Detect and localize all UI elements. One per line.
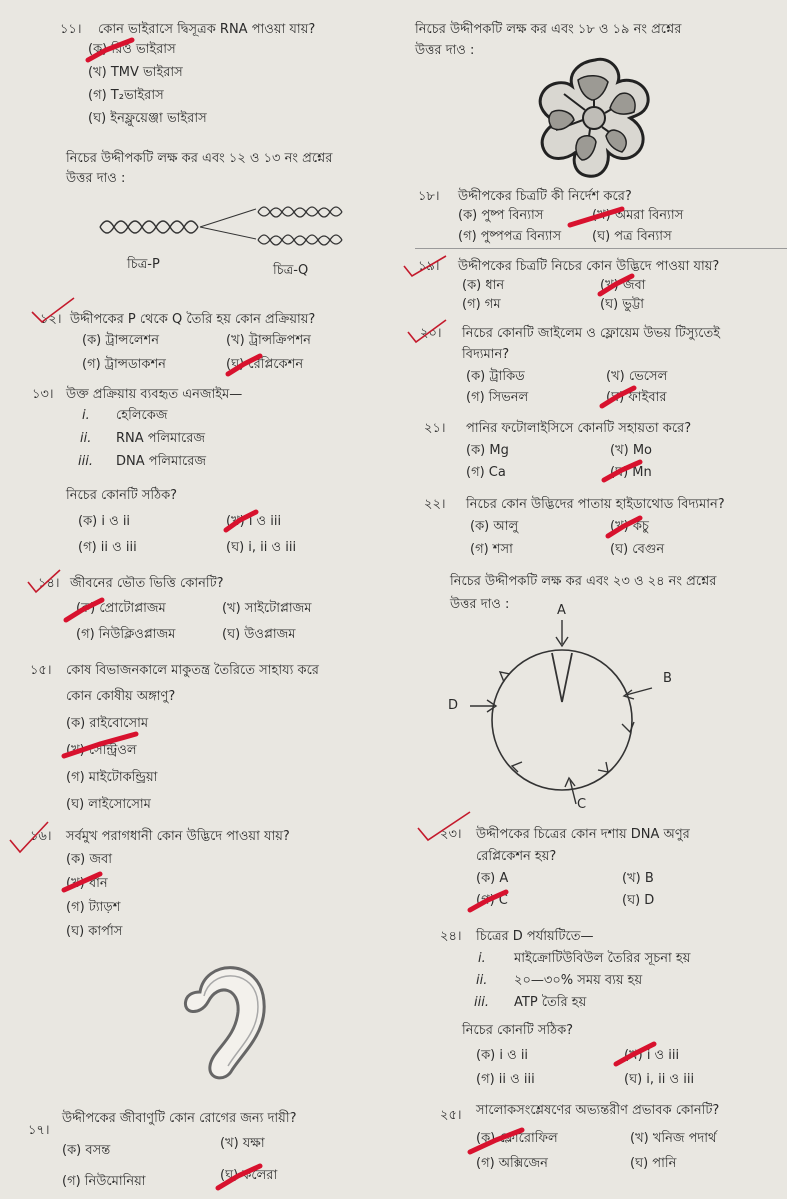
tick-mark-q19 [400,254,450,280]
q24-number: ২৪। [440,929,462,944]
stem-18-19-line1: নিচের উদ্দীপকটি লক্ষ কর এবং ১৮ ও ১৯ নং প্রশ্নের [415,22,682,37]
q16-option-a: (ক) জবা [66,852,113,867]
answer-highlight-q14 [62,594,108,624]
q19-option-c: (গ) গম [462,297,501,312]
q22-option-d: (ঘ) বেগুন [610,542,665,557]
q16-number: ১৬। [30,829,52,844]
q14-number: ১৪। [38,576,60,591]
q23-option-b: (খ) B [622,871,654,886]
q17-option-c: (গ) নিউমোনিয়া [62,1174,146,1189]
answer-highlight-q16 [60,868,104,894]
q14-question: জীবনের ভৌত ভিত্তি কোনটি? [70,576,224,591]
q19-option-d: (ঘ) ভুট্টা [600,297,644,312]
q18-question: উদ্দীপকের চিত্রটি কী নির্দেশ করে? [458,189,632,204]
q22-option-c: (গ) শসা [470,542,513,557]
q23-question-line2: রেপ্লিকেশন হয়? [476,849,557,864]
q18-number: ১৮। [418,189,440,204]
q11-option-a: (ক) রিও ভাইরাস [88,42,176,57]
q15-option-c: (গ) মাইটোকন্ড্রিয়া [66,770,158,785]
q24-item3-text: ATP তৈরি হয় [514,995,587,1010]
q22-option-a: (ক) আলু [470,519,519,534]
figure-q-strand-bottom [258,230,348,250]
q19-question: উদ্দীপকের চিত্রটি নিচের কোন উদ্ভিদে পাওয়া যায়? [458,259,720,274]
q24-option-c: (গ) ii ও iii [476,1072,535,1087]
q22-question: নিচের কোন উদ্ভিদের পাতায় হাইডাথোড বিদ্যমান? [466,497,725,512]
q22-number: ২২। [424,497,446,512]
q14-option-c: (গ) নিউক্লিওপ্লাজম [76,627,176,642]
stem-12-13-line1: নিচের উদ্দীপকটি লক্ষ কর এবং ১২ ও ১৩ নং প্রশ্নের [66,151,333,166]
q20-option-b: (খ) ভেসেল [606,369,668,384]
q20-question-line2: বিদ্যমান? [462,347,510,362]
q14-option-b: (খ) সাইটোপ্লাজম [222,601,312,616]
q16-question: সর্বমুখ পরাগধানী কোন উদ্ভিদে পাওয়া যায়? [66,829,290,844]
cycle-label-d: D [448,698,459,713]
answer-highlight-q22 [604,514,644,540]
q16-option-b: (খ) ধান [66,876,108,891]
q21-option-c: (গ) Ca [466,465,506,480]
q13-number: ১৩। [32,387,54,402]
q11-option-b: (খ) TMV ভাইরাস [88,65,183,80]
answer-highlight-q20 [598,384,638,410]
vibrio-bacterium-figure [160,950,280,1090]
q14-option-a: (ক) প্রোটোপ্লাজম [76,601,166,616]
q25-number: ২৫। [440,1108,462,1123]
q16-option-d: (ঘ) কার্পাস [66,924,123,939]
q22-option-b: (খ) কচু [610,519,649,534]
q21-option-b: (খ) Mo [610,443,652,458]
q23-option-a: (ক) A [476,871,509,886]
q24-option-a: (ক) i ও ii [476,1048,529,1063]
q24-prompt: নিচের কোনটি সঠিক? [462,1023,574,1038]
q23-option-d: (ঘ) D [622,893,655,908]
q16-option-c: (গ) ট্যাড়শ [66,900,121,915]
flower-cross-section-figure [530,56,660,180]
q13-item2-text: RNA পলিমারেজ [116,431,206,446]
q17-number: ১৭। [28,1123,50,1138]
q25-question: সালোকসংশ্লেষণের অভ্যন্তরীণ প্রভাবক কোনটি? [476,1103,720,1118]
q14-option-d: (ঘ) উওপ্লাজম [222,627,296,642]
q24-item2-numeral: ii. [476,973,488,988]
q15-option-a: (ক) রাইবোসোম [66,716,149,731]
q13-item1-text: হেলিকেজ [116,408,168,423]
q21-number: ২১। [424,421,446,436]
q13-option-c: (গ) ii ও iii [78,540,137,555]
answer-highlight-q23 [466,888,510,914]
figure-p-dna [100,215,210,245]
cycle-label-b: B [663,671,672,686]
q18-option-d: (ঘ) পত্র বিন্যাস [592,229,672,244]
q13-question: উক্ত প্রক্রিয়ায় ব্যবহৃত এনজাইম— [66,387,243,402]
q13-item3-text: DNA পলিমারেজ [116,454,206,469]
q25-option-b: (খ) খনিজ পদার্থ [630,1131,717,1146]
q12-option-b: (খ) ট্রান্সক্রিপশন [226,333,311,348]
q17-option-a: (ক) বসন্ত [62,1143,111,1158]
figure-p-label: চিত্র-P [127,257,160,272]
tick-mark-q20 [404,318,450,346]
q23-option-c: (গ) C [476,893,508,908]
q15-number: ১৫। [30,663,52,678]
q20-question-line1: নিচের কোনটি জাইলেম ও ফ্লোয়েম উভয় টিস্যুতেই [462,326,720,341]
q23-number: ২৩। [440,827,462,842]
tick-mark-q14 [24,568,64,596]
answer-highlight-q15 [60,730,140,762]
q13-option-d: (ঘ) i, ii ও iii [226,540,297,555]
q12-option-a: (ক) ট্রান্সলেশন [82,333,159,348]
q15-question-line2: কোন কোষীয় অঙ্গাণু? [66,689,176,704]
cycle-label-c: C [577,797,587,812]
q18-option-c: (গ) পুষ্পপত্র বিন্যাস [458,229,562,244]
q13-item3-numeral: iii. [78,454,93,469]
q20-option-c: (গ) সিভনল [466,390,529,405]
q23-question-line1: উদ্দীপকের চিত্রের কোন দশায় DNA অণুর [476,827,690,842]
answer-highlight-q19 [596,272,636,298]
figure-q-strand-top [258,202,348,222]
q25-option-c: (গ) অক্সিজেন [476,1156,548,1171]
q12-option-d: (ঘ) রেপ্লিকেশন [226,357,304,372]
q13-option-b: (খ) i ও iii [226,514,282,529]
q24-option-b: (খ) i ও iii [624,1048,680,1063]
answer-highlight-q13 [222,508,262,534]
q17-question: উদ্দীপকের জীবাণুটি কোন রোগের জন্য দায়ী? [62,1111,297,1126]
answer-highlight-q12 [224,352,264,378]
figure-arrows-p-q [200,205,260,245]
q11-option-d: (ঘ) ইনফ্লুয়েঞ্জা ভাইরাস [88,111,207,126]
q25-option-d: (ঘ) পানি [630,1156,677,1171]
q24-item3-numeral: iii. [474,995,489,1010]
q20-number: ২০। [420,326,442,341]
q19-option-b: (খ) জবা [600,278,646,293]
tick-mark-q12 [28,296,78,326]
stem-23-24-line1: নিচের উদ্দীপকটি লক্ষ কর এবং ২৩ ও ২৪ নং প্রশ্নের [450,574,717,589]
q13-option-a: (ক) i ও ii [78,514,131,529]
q19-option-a: (ক) ধান [462,278,505,293]
q13-item2-numeral: ii. [80,431,92,446]
q13-item1-numeral: i. [82,408,90,423]
q12-question: উদ্দীপকের P থেকে Q তৈরি হয় কোন প্রক্রিয়ায়? [70,312,316,327]
q19-number: ১৯। [418,259,440,274]
q18-option-b: (খ) অমরা বিন্যাস [592,208,684,223]
figure-q-label: চিত্র-Q [273,263,309,278]
stem-12-13-line2: উত্তর দাও : [66,171,126,186]
answer-highlight-q25 [466,1126,526,1156]
tick-mark-q23 [414,810,474,844]
q24-item2-text: ২০—৩০% সময় ব্যয় হয় [514,973,643,988]
tick-mark-q16 [6,820,52,856]
q11-question: কোন ভাইরাসে দ্বিসূত্রক RNA পাওয়া যায়? [98,22,316,37]
answer-highlight-q24 [612,1040,658,1068]
q24-option-d: (ঘ) i, ii ও iii [624,1072,695,1087]
q21-option-d: (ঘ) Mn [610,465,652,480]
q24-question: চিত্রের D পর্যায়টিতে— [476,929,594,944]
section-divider [415,248,787,249]
answer-highlight-q17 [214,1162,264,1192]
q11-number: ১১। [60,22,82,37]
cycle-label-a: A [557,603,566,618]
answer-highlight-q21 [600,458,644,484]
q18-option-a: (ক) পুষ্প বিন্যাস [458,208,544,223]
q24-item1-text: মাইক্রোটিউবিউল তৈরির সূচনা হয় [514,951,691,966]
q12-option-c: (গ) ট্রান্সডাকশন [82,357,166,372]
q15-question-line1: কোষ বিভাজনকালে মাকুতন্ত্র তৈরিতে সাহায্য করে [66,663,319,678]
q15-option-d: (ঘ) লাইসোসোম [66,797,151,812]
stem-18-19-line2: উত্তর দাও : [415,43,475,58]
q25-option-a: (ক) ক্লোরোফিল [476,1131,558,1146]
stem-23-24-line2: উত্তর দাও : [450,597,510,612]
q24-item1-numeral: i. [478,951,486,966]
q17-option-b: (খ) যক্ষা [220,1136,265,1151]
q13-prompt: নিচের কোনটি সঠিক? [66,488,178,503]
q11-option-c: (গ) T₂ভাইরাস [88,88,164,103]
q20-option-a: (ক) ট্রাকিড [466,369,525,384]
q21-question: পানির ফটোলাইসিসে কোনটি সহায়তা করে? [466,421,692,436]
answer-highlight-q11 [86,36,136,66]
answer-highlight-q18 [566,203,626,229]
q21-option-a: (ক) Mg [466,443,509,458]
q15-option-b: (খ) সেন্ট্রিওল [66,743,137,758]
q17-option-d: (ঘ) কলেরা [220,1168,278,1183]
cell-cycle-figure [470,620,650,810]
q20-option-d: (ঘ) ফাইবার [606,390,667,405]
q12-number: ১২। [40,312,62,327]
